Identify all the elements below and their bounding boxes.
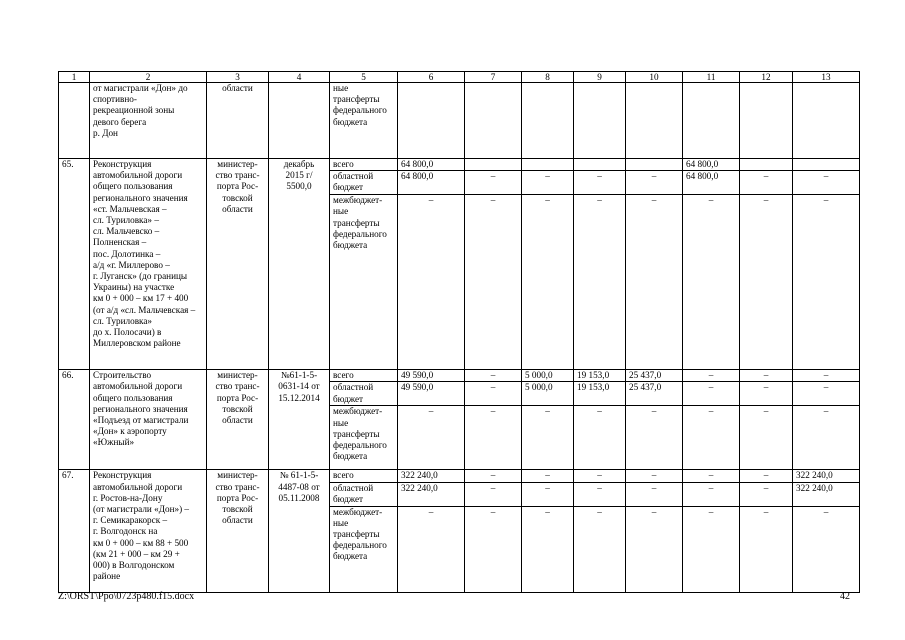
- funding-source: ные трансферты федерального бюджета: [330, 83, 398, 159]
- value-cell: 19 153,0: [574, 370, 626, 382]
- document-cell: [269, 83, 330, 159]
- value-cell: –: [626, 195, 683, 370]
- value-cell: 64 800,0: [398, 159, 465, 171]
- value-cell: 25 437,0: [626, 382, 683, 406]
- value-cell: –: [465, 470, 522, 482]
- funding-source: всего: [330, 470, 398, 482]
- funding-source: областной бюджет: [330, 382, 398, 406]
- column-number: 12: [740, 72, 793, 83]
- project-name: Строительство автомобильной дороги общего пользования регионального значения «Подъезд от магистрали «Дон» к аэропорту «Южный»: [90, 370, 207, 470]
- organization: области: [207, 83, 269, 159]
- value-cell: 5 000,0: [522, 370, 574, 382]
- funding-source: межбюджет- ные трансферты федерального бюджета: [330, 506, 398, 592]
- value-cell: –: [740, 506, 793, 592]
- table-row: [59, 370, 860, 382]
- value-cell: –: [683, 506, 740, 592]
- value-cell: –: [465, 370, 522, 382]
- value-cell: –: [626, 470, 683, 482]
- value-cell: –: [683, 406, 740, 470]
- value-cell: –: [626, 171, 683, 195]
- column-number: 6: [398, 72, 465, 83]
- value-cell: [740, 159, 793, 171]
- row-number: 66.: [59, 370, 90, 470]
- value-cell: –: [522, 482, 574, 506]
- value-cell: 64 800,0: [683, 171, 740, 195]
- column-number: 8: [522, 72, 574, 83]
- value-cell: –: [740, 482, 793, 506]
- project-name: Реконструкция автомобильной дороги г. Ростов-на-Дону (от магистрали «Дон») – г. Семикаракорск – г. Волгодонск на км 0 + 000 – км 88 + 500 (км 21 + 000 – км 29 + 000) в Волгодонском районе: [90, 470, 207, 592]
- value-cell: –: [683, 482, 740, 506]
- value-cell: [626, 159, 683, 171]
- value-cell: 322 240,0: [398, 470, 465, 482]
- value-cell: –: [793, 506, 860, 592]
- value-cell: –: [793, 195, 860, 370]
- column-number: 3: [207, 72, 269, 83]
- value-cell: –: [574, 195, 626, 370]
- value-cell: –: [574, 470, 626, 482]
- funding-source: межбюджет- ные трансферты федерального бюджета: [330, 195, 398, 370]
- table-body: [59, 72, 860, 593]
- project-name: Реконструкция автомобильной дороги общего пользования регионального значения «ст. Мальчевская – сл. Туриловка» – сл. Мальчевско – Полненская – пос. Долотинка – а/д «г. Миллерово – г. Луганск» (до границы Украины) на участке км 0 + 000 – км 17 + 400 (от а/д «сл. Мальчевская – сл. Туриловка» до х. Полосачи) в Миллеровском районе: [90, 159, 207, 370]
- value-cell: –: [522, 506, 574, 592]
- value-cell: –: [683, 470, 740, 482]
- organization: министер- ство транс- порта Рос- товской области: [207, 470, 269, 592]
- project-name: от магистрали «Дон» до спортивно- рекреационной зоны девого берега р. Дон: [90, 83, 207, 159]
- value-cell: 5 000,0: [522, 382, 574, 406]
- value-cell: 49 590,0: [398, 370, 465, 382]
- value-cell: [574, 83, 626, 159]
- value-cell: [626, 83, 683, 159]
- page-number: 42: [840, 591, 850, 602]
- value-cell: 64 800,0: [683, 159, 740, 171]
- column-number-row: [59, 72, 860, 83]
- value-cell: –: [740, 171, 793, 195]
- value-cell: 322 240,0: [793, 482, 860, 506]
- column-number: 11: [683, 72, 740, 83]
- value-cell: –: [522, 470, 574, 482]
- row-number: 67.: [59, 470, 90, 592]
- funding-source: всего: [330, 370, 398, 382]
- value-cell: –: [465, 506, 522, 592]
- value-cell: –: [793, 171, 860, 195]
- value-cell: –: [398, 506, 465, 592]
- column-number: 7: [465, 72, 522, 83]
- value-cell: [522, 83, 574, 159]
- value-cell: –: [574, 482, 626, 506]
- value-cell: [465, 159, 522, 171]
- value-cell: 322 240,0: [398, 482, 465, 506]
- value-cell: –: [683, 382, 740, 406]
- table-row: [59, 470, 860, 482]
- organization: министер- ство транс- порта Рос- товской области: [207, 159, 269, 370]
- value-cell: [398, 83, 465, 159]
- row-number: 65.: [59, 159, 90, 370]
- row-number: [59, 83, 90, 159]
- value-cell: –: [522, 195, 574, 370]
- column-number: 1: [59, 72, 90, 83]
- funding-source: областной бюджет: [330, 482, 398, 506]
- value-cell: –: [683, 370, 740, 382]
- document-cell: №61-1-5- 0631-14 от 15.12.2014: [269, 370, 330, 470]
- column-number: 5: [330, 72, 398, 83]
- value-cell: [740, 83, 793, 159]
- document-cell: декабрь 2015 г/ 5500,0: [269, 159, 330, 370]
- value-cell: [793, 159, 860, 171]
- value-cell: –: [793, 370, 860, 382]
- value-cell: 19 153,0: [574, 382, 626, 406]
- continuation-row: [59, 83, 860, 159]
- value-cell: [793, 83, 860, 159]
- value-cell: –: [398, 406, 465, 470]
- value-cell: 322 240,0: [793, 470, 860, 482]
- budget-table: [58, 71, 860, 593]
- value-cell: –: [465, 195, 522, 370]
- column-number: 9: [574, 72, 626, 83]
- value-cell: [574, 159, 626, 171]
- value-cell: [522, 159, 574, 171]
- funding-source: всего: [330, 159, 398, 171]
- value-cell: –: [626, 482, 683, 506]
- value-cell: –: [740, 406, 793, 470]
- column-number: 13: [793, 72, 860, 83]
- value-cell: –: [740, 370, 793, 382]
- value-cell: 49 590,0: [398, 382, 465, 406]
- table-row: [59, 159, 860, 171]
- document-cell: № 61-1-5- 4487-08 от 05.11.2008: [269, 470, 330, 592]
- value-cell: –: [465, 382, 522, 406]
- value-cell: –: [740, 195, 793, 370]
- value-cell: –: [626, 406, 683, 470]
- value-cell: –: [574, 406, 626, 470]
- funding-source: областной бюджет: [330, 171, 398, 195]
- value-cell: –: [574, 506, 626, 592]
- value-cell: –: [740, 382, 793, 406]
- value-cell: –: [522, 171, 574, 195]
- column-number: 10: [626, 72, 683, 83]
- value-cell: –: [574, 171, 626, 195]
- value-cell: –: [398, 195, 465, 370]
- value-cell: 64 800,0: [398, 171, 465, 195]
- column-number: 2: [90, 72, 207, 83]
- value-cell: –: [793, 382, 860, 406]
- value-cell: –: [465, 482, 522, 506]
- value-cell: –: [626, 506, 683, 592]
- value-cell: –: [465, 406, 522, 470]
- value-cell: [683, 83, 740, 159]
- organization: министер- ство транс- порта Рос- товской области: [207, 370, 269, 470]
- document-page: [58, 71, 859, 593]
- file-path: Z:\ORST\Ppo\0723p480.f15.docx: [58, 591, 195, 602]
- value-cell: –: [522, 406, 574, 470]
- value-cell: –: [683, 195, 740, 370]
- value-cell: –: [793, 406, 860, 470]
- value-cell: –: [465, 171, 522, 195]
- value-cell: 25 437,0: [626, 370, 683, 382]
- value-cell: –: [740, 470, 793, 482]
- funding-source: межбюджет- ные трансферты федерального бюджета: [330, 406, 398, 470]
- value-cell: [465, 83, 522, 159]
- column-number: 4: [269, 72, 330, 83]
